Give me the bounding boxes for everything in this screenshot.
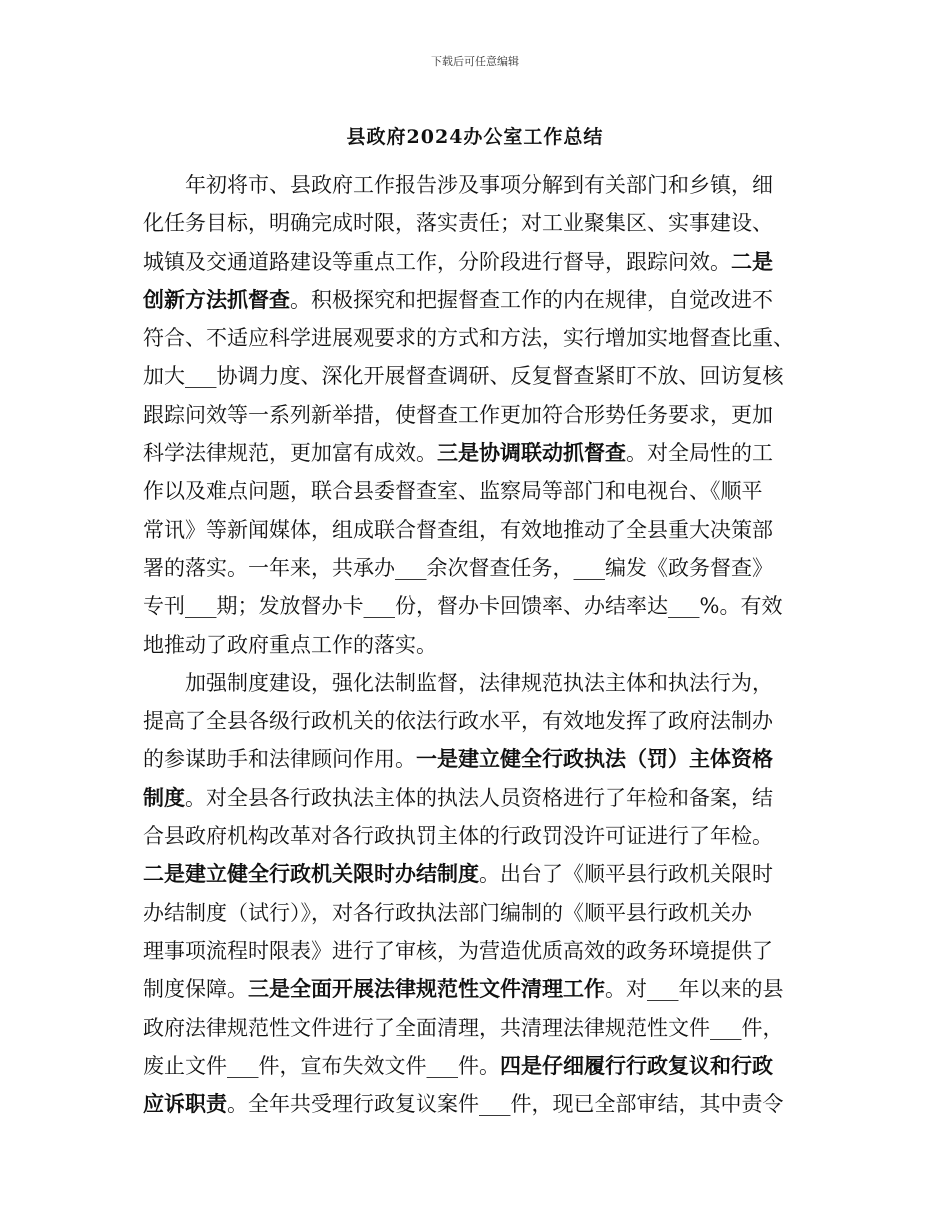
text-line xyxy=(143,204,813,242)
text-line xyxy=(143,702,813,740)
bold-text: 四是仔细履行行政复议和行政 xyxy=(500,1052,773,1078)
text-segment: 。对全县各行政执法主体的执法人员资格进行了年检和备案，结 xyxy=(185,785,773,810)
bold-text: 二是 xyxy=(731,248,773,274)
bold-text: 制度 xyxy=(143,784,185,810)
text-segment: 办结制度（试行）》，对各行政执法部门编制的《顺平县行政机关办 xyxy=(143,900,752,925)
text-line xyxy=(143,472,813,510)
text-segment: 。积极探究和把握督查工作的内在规律，自觉改进不 xyxy=(290,287,773,312)
bold-text: 创新方法抓督查 xyxy=(143,286,290,312)
text-segment: 地推动了政府重点工作的落实。 xyxy=(143,632,437,657)
text-line xyxy=(143,932,813,970)
text-segment: 的参谋助手和法律顾问作用。 xyxy=(143,747,416,772)
text-line xyxy=(143,319,813,357)
text-segment: 政府法律规范性文件进行了全面清理，共清理法律规范性文件___件， xyxy=(143,1015,784,1040)
text-line xyxy=(143,587,813,625)
text-line xyxy=(143,779,813,817)
text-line xyxy=(143,357,813,395)
text-segment: 理事项流程时限表》进行了审核，为营造优质高效的政务环境提供了 xyxy=(143,938,773,963)
text-segment: 。全年共受理行政复议案件___件，现已全部审结，其中责令 xyxy=(227,1092,784,1117)
bold-text: 三是协调联动抓督查 xyxy=(437,440,626,466)
text-segment: 符合、不适应科学进展观要求的方式和方法，实行增加实地督查比重、 xyxy=(143,326,794,351)
text-line xyxy=(143,511,813,549)
text-segment: 。对全局性的工 xyxy=(626,441,773,466)
text-line xyxy=(143,396,813,434)
text-line xyxy=(143,817,813,855)
text-line xyxy=(143,434,813,472)
text-line xyxy=(143,894,813,932)
text-segment: 。对___年以来的县 xyxy=(605,977,784,1002)
text-segment: 化任务目标，明确完成时限，落实责任；对工业聚集区、实事建设、 xyxy=(143,211,773,236)
text-line xyxy=(143,549,813,587)
text-segment: 加大___协调力度、深化开展督查调研、反复督查紧盯不放、回访复核 xyxy=(143,364,784,389)
document-title: 县政府2024办公室工作总结 xyxy=(346,126,604,148)
text-line xyxy=(143,1047,813,1085)
text-segment: 年初将市、县政府工作报告涉及事项分解到有关部门和乡镇，细 xyxy=(185,173,773,197)
paragraph xyxy=(143,664,813,1124)
text-line xyxy=(143,243,813,281)
text-line xyxy=(143,970,813,1008)
text-line xyxy=(143,626,813,664)
text-line xyxy=(143,664,813,702)
text-segment: 提高了全县各级行政机关的依法行政水平，有效地发挥了政府法制办 xyxy=(143,709,773,734)
text-segment: 。出台了《顺平县行政机关限时 xyxy=(479,862,773,887)
bold-text: 一是建立健全行政执法（罚）主体资格 xyxy=(416,746,773,772)
text-segment: 科学法律规范，更加富有成效。 xyxy=(143,441,437,466)
text-line xyxy=(143,1009,813,1047)
text-line xyxy=(143,281,813,319)
text-segment: 专刊___期；发放督办卡___份，督办卡回馈率、办结率达___%。有效 xyxy=(143,594,783,619)
bold-text: 应诉职责 xyxy=(143,1091,227,1117)
text-segment: 作以及难点问题，联合县委督查室、监察局等部门和电视台、《顺平 xyxy=(143,479,763,504)
text-segment: 城镇及交通道路建设等重点工作，分阶段进行督导，跟踪问效。 xyxy=(143,249,731,274)
bold-text: 二是建立健全行政机关限时办结制度 xyxy=(143,861,479,887)
bold-text: 三是全面开展法律规范性文件清理工作 xyxy=(248,976,605,1002)
text-segment: 常讯》等新闻媒体，组成联合督查组，有效地推动了全县重大决策部 xyxy=(143,517,773,542)
text-line xyxy=(143,1085,813,1123)
text-segment: 制度保障。 xyxy=(143,977,248,1002)
header-note: 下载后可任意编辑 xyxy=(431,55,519,68)
text-line xyxy=(143,166,813,204)
text-segment: 加强制度建设，强化法制监督，法律规范执法主体和执法行为， xyxy=(185,670,773,695)
paragraph xyxy=(143,166,813,664)
text-line xyxy=(143,855,813,893)
text-segment: 署的落实。一年来，共承办___余次督查任务，___编发《政务督查》 xyxy=(143,555,773,580)
text-segment: 废止文件___件，宣布失效文件___件。 xyxy=(143,1053,500,1078)
text-segment: 合县政府机构改革对各行政执罚主体的行政罚没许可证进行了年检。 xyxy=(143,824,773,849)
text-line xyxy=(143,740,813,778)
text-segment: 跟踪问效等一系列新举措，使督查工作更加符合形势任务要求，更加 xyxy=(143,402,773,427)
document-body xyxy=(143,166,813,1123)
